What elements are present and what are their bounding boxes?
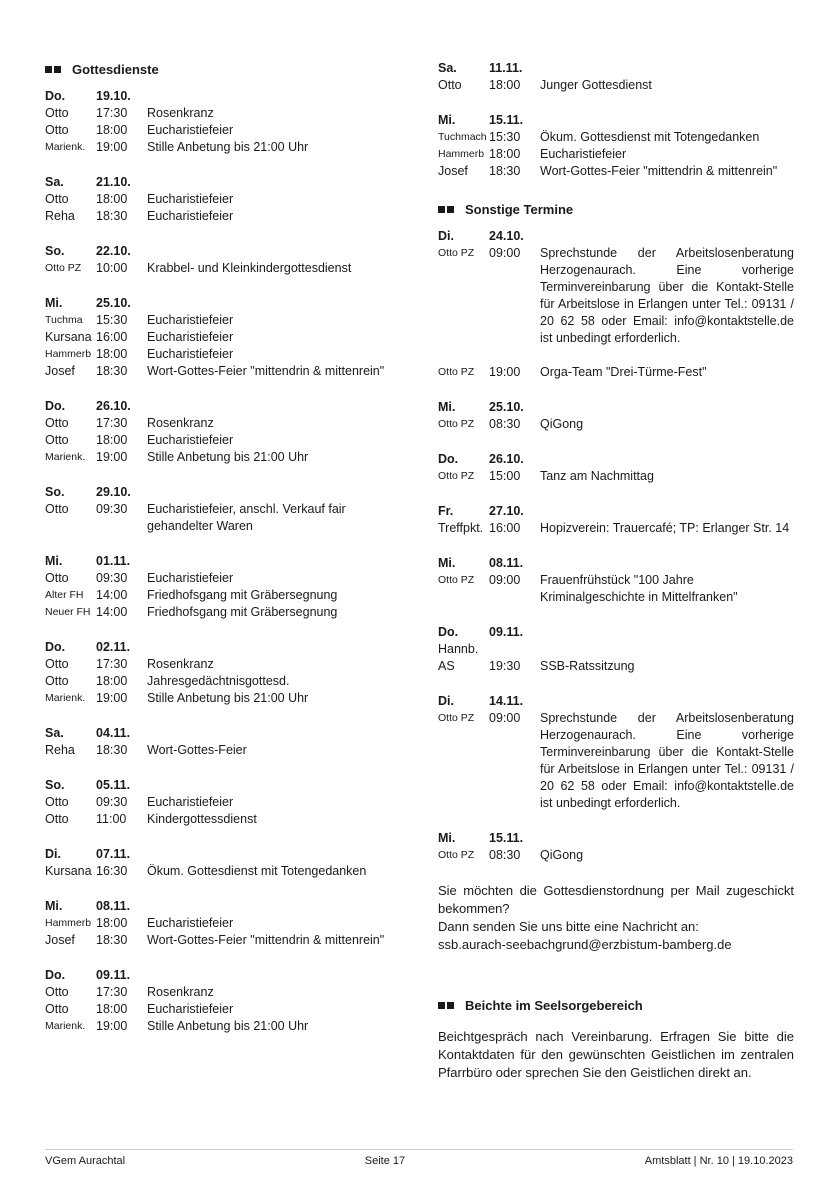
event-description: Stille Anbetung bis 21:00 Uhr	[147, 691, 309, 705]
day-heading	[438, 693, 794, 710]
event-description: Junger Gottesdienst	[540, 78, 652, 92]
day-block	[45, 295, 395, 380]
date: 26.10.	[96, 399, 131, 413]
event-row	[45, 260, 395, 277]
event-time: 18:00	[96, 123, 128, 137]
event-row	[438, 658, 794, 675]
day-block	[438, 112, 794, 180]
day-block	[45, 484, 395, 535]
day-heading	[438, 830, 794, 847]
event-row	[438, 146, 794, 163]
event-time: 19:00	[489, 365, 521, 379]
event-row	[438, 641, 794, 658]
square-bullet-icon	[45, 66, 52, 73]
event-row	[438, 520, 794, 537]
day-block	[438, 60, 794, 94]
event-time: 17:30	[96, 106, 128, 120]
day-heading	[45, 174, 395, 191]
event-row	[45, 690, 395, 707]
day-heading	[45, 846, 395, 863]
event-location: Otto PZ	[438, 418, 475, 430]
day-heading	[438, 112, 794, 129]
event-time: 18:00	[96, 347, 128, 361]
date: 09.11.	[489, 625, 524, 639]
event-row	[45, 673, 395, 690]
event-location: AS	[438, 659, 455, 673]
event-description: Eucharistiefeier	[147, 209, 234, 223]
day-block	[45, 967, 395, 1035]
event-description: Hopizverein: Trauercafé; TP: Erlanger Str. 14	[540, 521, 790, 535]
date: 01.11.	[96, 554, 131, 568]
weekday: Di.	[438, 694, 454, 708]
event-row	[45, 346, 395, 363]
event-time: 15:30	[96, 313, 128, 327]
event-time: 19:00	[96, 1019, 128, 1033]
event-location: Otto PZ	[438, 366, 475, 378]
event-time: 18:30	[489, 164, 521, 178]
event-location: Marienk.	[45, 692, 86, 704]
date: 25.10.	[489, 400, 524, 414]
event-description: Friedhofsgang mit Gräbersegnung	[147, 605, 338, 619]
event-row	[438, 710, 794, 812]
date: 05.11.	[96, 778, 131, 792]
weekday: Mi.	[438, 400, 456, 414]
event-time: 14:00	[96, 588, 128, 602]
event-location: Otto PZ	[438, 470, 475, 482]
event-row	[45, 570, 395, 587]
event-time: 08:30	[489, 848, 521, 862]
event-description: Rosenkranz	[147, 106, 214, 120]
event-time: 09:00	[489, 246, 521, 260]
date: 24.10.	[489, 229, 524, 243]
event-location: Reha	[45, 743, 75, 757]
day-heading	[438, 503, 794, 520]
day-block	[438, 830, 794, 864]
event-row	[438, 364, 794, 381]
event-location: Otto	[45, 674, 69, 688]
event-time: 19:30	[489, 659, 521, 673]
day-block	[45, 398, 395, 466]
event-time	[489, 641, 540, 658]
event-time: 17:30	[96, 985, 128, 999]
event-row	[45, 1018, 395, 1035]
event-location: Otto PZ	[438, 574, 475, 586]
day-heading	[438, 228, 794, 245]
event-time: 18:00	[96, 192, 128, 206]
event-row	[45, 915, 395, 932]
event-time: 19:00	[96, 691, 128, 705]
event-time: 18:00	[96, 433, 128, 447]
date: 15.11.	[489, 113, 524, 127]
event-description: Eucharistiefeier	[147, 192, 234, 206]
event-description: Eucharistiefeier	[147, 347, 234, 361]
event-description: Eucharistiefeier	[147, 1002, 234, 1016]
weekday: So.	[45, 244, 65, 258]
event-row	[45, 432, 395, 449]
date: 21.10.	[96, 175, 131, 189]
weekday: Mi.	[438, 556, 456, 570]
event-description: Tanz am Nachmittag	[540, 469, 654, 483]
day-block	[45, 174, 395, 225]
event-time: 18:00	[96, 1002, 128, 1016]
day-heading	[45, 967, 395, 984]
left-column	[45, 58, 395, 1053]
mail-subscription-note	[438, 882, 794, 954]
event-time: 11:00	[96, 812, 127, 826]
weekday: Do.	[438, 452, 459, 466]
event-time: 10:00	[96, 261, 128, 275]
footer-left: VGem Aurachtal	[45, 1155, 126, 1167]
event-time: 18:00	[489, 147, 521, 161]
date: 11.11.	[489, 61, 523, 75]
event-location: Otto	[45, 106, 69, 120]
event-description: Sprechstunde der Arbeitslosenberatung Herzogenaurach. Eine vorherige Terminvereinbarung über die Kontakt-Stelle für Arbeitslose in Erlangen unter Tel.: 09131 / 20 62 58 oder Email: info@kontaktstelle.de ist unbedingt erforderlich.	[540, 246, 794, 345]
event-description: Eucharistiefeier	[540, 147, 627, 161]
event-row	[45, 742, 395, 759]
event-location: Reha	[45, 209, 75, 223]
event-row	[45, 139, 395, 156]
other-events-list	[438, 228, 794, 864]
event-row	[45, 449, 395, 466]
event-location: Josef	[45, 364, 75, 378]
day-heading	[45, 898, 395, 915]
event-time: 18:00	[96, 674, 128, 688]
event-location: Kursana	[45, 864, 92, 878]
page-number: Seite 17	[364, 1155, 406, 1167]
day-block	[438, 228, 794, 381]
event-location: Otto	[45, 192, 69, 206]
weekday: Mi.	[438, 831, 456, 845]
weekday: Mi.	[45, 554, 63, 568]
section-header-confession	[438, 994, 794, 1016]
event-time: 19:00	[96, 140, 128, 154]
section-header-other	[438, 198, 794, 220]
event-time: 14:00	[96, 605, 128, 619]
event-row	[45, 587, 395, 604]
event-location: Otto	[45, 812, 69, 826]
date: 14.11.	[489, 694, 524, 708]
event-location: Hammerb	[45, 348, 92, 360]
square-bullet-icon	[447, 206, 454, 213]
event-location: Kursana	[45, 330, 92, 344]
day-heading	[438, 60, 794, 77]
footer-right: Amtsblatt | Nr. 10 | 19.10.2023	[644, 1155, 793, 1167]
date: 27.10.	[489, 504, 524, 518]
event-row	[45, 105, 395, 122]
event-time: 18:30	[96, 743, 128, 757]
event-location: Josef	[438, 164, 468, 178]
services-list-continued	[438, 60, 794, 180]
day-block	[438, 503, 794, 537]
day-block	[45, 846, 395, 880]
event-location: Treffpkt.	[438, 521, 484, 535]
section-title: Beichte im Seelsorgebereich	[465, 997, 643, 1013]
day-block	[438, 624, 794, 675]
weekday: Do.	[45, 640, 66, 654]
day-heading	[438, 624, 794, 641]
event-row	[45, 932, 395, 949]
day-heading	[438, 451, 794, 468]
date: 26.10.	[489, 452, 524, 466]
event-description: Eucharistiefeier	[147, 433, 234, 447]
event-location: Hannb.	[438, 642, 479, 656]
event-time: 09:00	[489, 711, 521, 725]
event-time: 18:30	[96, 933, 128, 947]
event-row	[438, 847, 794, 864]
day-block	[438, 399, 794, 433]
event-description: Wort-Gottes-Feier "mittendrin & mittenrein"	[540, 164, 778, 178]
event-description: Eucharistiefeier	[147, 330, 234, 344]
event-location: Otto	[45, 571, 69, 585]
event-location: Otto	[45, 657, 69, 671]
mail-note-text: Sie möchten die Gottesdienstordnung per Mail zugeschickt bekommen?	[438, 883, 794, 916]
event-description: Orga-Team "Drei-Türme-Fest"	[540, 365, 707, 379]
event-location: Marienk.	[45, 141, 86, 153]
event-time: 08:30	[489, 417, 521, 431]
day-block	[438, 693, 794, 812]
date: 25.10.	[96, 296, 131, 310]
weekday: Sa.	[45, 175, 64, 189]
mail-note-text: Dann senden Sie uns bitte eine Nachricht an:	[438, 919, 699, 934]
event-description: Krabbel- und Kleinkindergottesdienst	[147, 261, 352, 275]
event-description: Ökum. Gottesdienst mit Totengedanken	[540, 130, 760, 144]
event-time: 18:30	[96, 364, 128, 378]
day-block	[45, 725, 395, 759]
event-description: Eucharistiefeier, anschl. Verkauf fair gehandelter Waren	[147, 502, 346, 533]
event-time: 15:30	[489, 130, 521, 144]
event-description: Stille Anbetung bis 21:00 Uhr	[147, 1019, 309, 1033]
square-bullet-icon	[54, 66, 61, 73]
event-time: 09:30	[96, 502, 128, 516]
event-location: Hammerb	[45, 917, 92, 929]
day-block	[45, 553, 395, 621]
event-description: SSB-Ratssitzung	[540, 659, 635, 673]
mail-address[interactable]: ssb.aurach-seebachgrund@erzbistum-bamberg.de	[438, 937, 732, 952]
event-location: Alter FH	[45, 589, 84, 601]
day-heading	[45, 88, 395, 105]
day-heading	[45, 725, 395, 742]
event-description: Eucharistiefeier	[147, 123, 234, 137]
weekday: Fr.	[438, 504, 454, 518]
day-heading	[45, 553, 395, 570]
event-time: 16:30	[96, 864, 128, 878]
event-description	[540, 641, 794, 658]
event-row	[45, 208, 395, 225]
event-location: Marienk.	[45, 1020, 86, 1032]
event-time: 16:00	[489, 521, 521, 535]
event-row	[438, 129, 794, 146]
event-time: 17:30	[96, 657, 128, 671]
event-description: Sprechstunde der Arbeitslosenberatung Herzogenaurach. Eine vorherige Terminvereinbarung über die Kontakt-Stelle für Arbeitslose in Erlangen unter Tel.: 09131 / 20 62 58 oder Email: info@kontaktstelle.de ist unbedingt erforderlich.	[540, 711, 794, 810]
event-row	[438, 572, 794, 606]
event-description: Rosenkranz	[147, 985, 214, 999]
event-description: Stille Anbetung bis 21:00 Uhr	[147, 450, 309, 464]
event-row	[45, 329, 395, 346]
event-description: Rosenkranz	[147, 416, 214, 430]
event-row	[45, 794, 395, 811]
date: 08.11.	[489, 556, 524, 570]
event-location: Tuchma	[45, 314, 83, 326]
event-location: Otto	[45, 795, 69, 809]
event-row	[45, 501, 395, 535]
event-row	[45, 604, 395, 621]
event-description: Wort-Gottes-Feier "mittendrin & mittenrein"	[147, 364, 385, 378]
event-row	[45, 363, 395, 380]
event-location: Otto	[45, 433, 69, 447]
event-location: Josef	[45, 933, 75, 947]
event-row	[45, 122, 395, 139]
event-row	[45, 312, 395, 329]
event-location: Otto	[45, 502, 69, 516]
section-title: Gottesdienste	[72, 61, 159, 77]
event-description: Eucharistiefeier	[147, 571, 234, 585]
event-time: 18:00	[489, 78, 521, 92]
day-heading	[45, 243, 395, 260]
event-description: QiGong	[540, 848, 584, 862]
day-heading	[45, 295, 395, 312]
event-description: Wort-Gottes-Feier	[147, 743, 247, 757]
event-row	[45, 811, 395, 828]
event-description: Ökum. Gottesdienst mit Totengedanken	[147, 864, 367, 878]
weekday: Mi.	[438, 113, 456, 127]
event-location: Neuer FH	[45, 606, 91, 618]
date: 15.11.	[489, 831, 524, 845]
event-location: Hammerb	[438, 148, 485, 160]
event-time: 09:30	[96, 795, 128, 809]
day-heading	[45, 398, 395, 415]
event-time: 16:00	[96, 330, 128, 344]
event-location: Otto PZ	[45, 262, 82, 274]
event-time: 17:30	[96, 416, 128, 430]
event-location: Otto PZ	[438, 712, 475, 724]
weekday: Do.	[45, 399, 66, 413]
event-time: 18:30	[96, 209, 128, 223]
event-description: Eucharistiefeier	[147, 916, 234, 930]
weekday: Do.	[45, 89, 66, 103]
weekday: Mi.	[45, 296, 63, 310]
event-location: Otto PZ	[438, 247, 475, 259]
event-location: Otto	[45, 1002, 69, 1016]
day-block	[45, 639, 395, 707]
event-time: 09:30	[96, 571, 128, 585]
event-location: Tuchmach	[438, 131, 487, 143]
event-row	[45, 984, 395, 1001]
event-row	[438, 347, 794, 364]
event-row	[45, 863, 395, 880]
event-location: Otto	[438, 78, 462, 92]
day-heading	[45, 777, 395, 794]
day-block	[45, 898, 395, 949]
section-header-services	[45, 58, 395, 80]
day-block	[45, 243, 395, 277]
event-description: QiGong	[540, 417, 584, 431]
day-block	[45, 777, 395, 828]
weekday: Do.	[45, 968, 66, 982]
event-description: Stille Anbetung bis 21:00 Uhr	[147, 140, 309, 154]
event-description: Eucharistiefeier	[147, 795, 234, 809]
weekday: Do.	[438, 625, 459, 639]
day-block	[45, 88, 395, 156]
event-time: 15:00	[489, 469, 521, 483]
page-footer	[45, 1149, 793, 1170]
event-location: Otto PZ	[438, 849, 475, 861]
weekday: Sa.	[438, 61, 457, 75]
event-time: 09:00	[489, 573, 521, 587]
event-row	[438, 163, 794, 180]
weekday: Sa.	[45, 726, 64, 740]
event-description: Rosenkranz	[147, 657, 214, 671]
event-row	[45, 415, 395, 432]
right-column	[438, 60, 794, 1082]
day-heading	[45, 484, 395, 501]
date: 04.11.	[96, 726, 131, 740]
event-description: Eucharistiefeier	[147, 313, 234, 327]
event-row	[438, 245, 794, 347]
day-heading	[438, 399, 794, 416]
confession-text: Beichtgespräch nach Vereinbarung. Erfragen Sie bitte die Kontaktdaten für den gewünschten Geistlichen im zentralen Pfarrbüro oder sprechen Sie den Geistlichen direkt an.	[438, 1029, 794, 1080]
date: 22.10.	[96, 244, 131, 258]
services-list	[45, 88, 395, 1035]
event-description: Wort-Gottes-Feier "mittendrin & mittenrein"	[147, 933, 385, 947]
event-location: Otto	[45, 416, 69, 430]
date: 19.10.	[96, 89, 131, 103]
event-row	[45, 656, 395, 673]
date: 29.10.	[96, 485, 131, 499]
event-row	[438, 468, 794, 485]
weekday: Di.	[45, 847, 61, 861]
event-location: Otto	[45, 985, 69, 999]
square-bullet-icon	[447, 1002, 454, 1009]
event-time: 19:00	[96, 450, 128, 464]
event-time: 18:00	[96, 916, 128, 930]
weekday: So.	[45, 778, 65, 792]
event-description: Jahresgedächtnisgottesd.	[147, 674, 290, 688]
weekday: So.	[45, 485, 65, 499]
square-bullet-icon	[438, 1002, 445, 1009]
event-row	[438, 77, 794, 94]
event-row	[45, 191, 395, 208]
square-bullet-icon	[438, 206, 445, 213]
date: 02.11.	[96, 640, 131, 654]
section-title: Sonstige Termine	[465, 201, 574, 217]
date: 08.11.	[96, 899, 131, 913]
event-location: Marienk.	[45, 451, 86, 463]
day-block	[438, 555, 794, 606]
event-description: Kindergottessdienst	[147, 812, 257, 826]
event-location: Otto	[45, 123, 69, 137]
date: 09.11.	[96, 968, 131, 982]
weekday: Di.	[438, 229, 454, 243]
weekday: Mi.	[45, 899, 63, 913]
day-block	[438, 451, 794, 485]
event-row	[45, 1001, 395, 1018]
event-description: Frauenfrühstück "100 Jahre Kriminalgeschichte in Mittelfranken"	[540, 573, 738, 604]
day-heading	[438, 555, 794, 572]
event-row	[438, 416, 794, 433]
event-description: Friedhofsgang mit Gräbersegnung	[147, 588, 338, 602]
date: 07.11.	[96, 847, 131, 861]
day-heading	[45, 639, 395, 656]
